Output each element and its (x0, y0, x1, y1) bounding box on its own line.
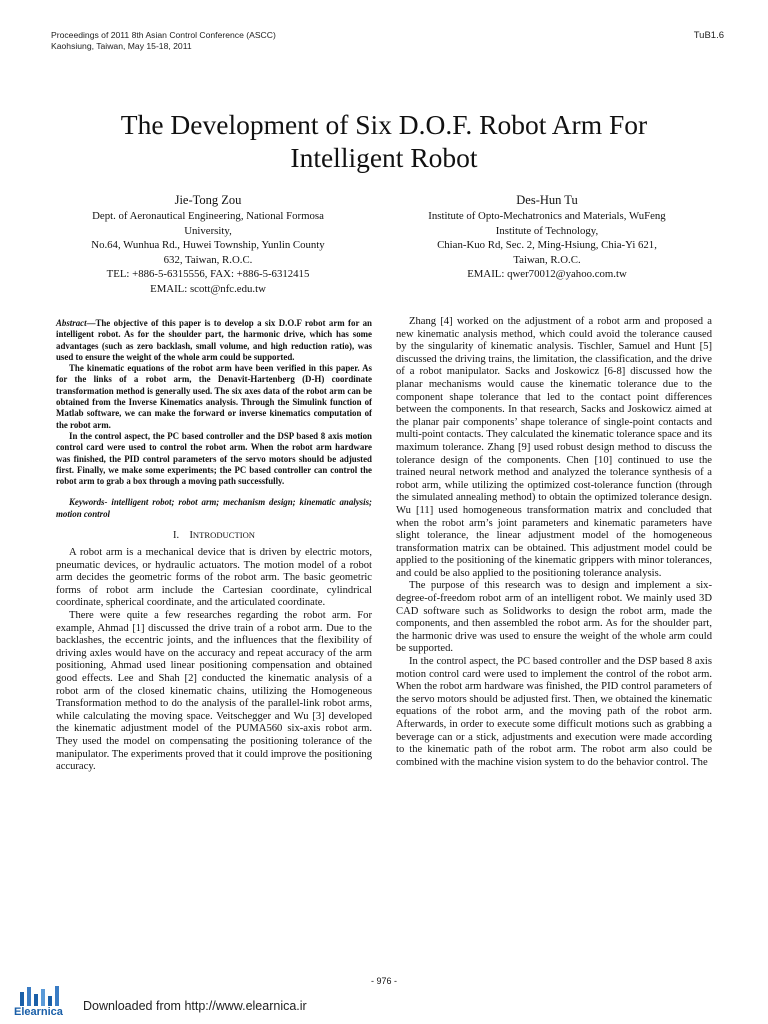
logo-text: Elearnica (14, 1006, 63, 1018)
author-email-line: EMAIL: qwer70012@yahoo.com.tw (467, 268, 627, 281)
author-address-line: Taiwan, R.O.C. (513, 253, 581, 266)
body-paragraph: There were quite a few researches regarding the robot arm. For example, Ahmad [1] discussed the drive train of a robot arm. Due to the backlashes, the eccentric joints, and the influences that the flexibility of driving axles would have on the accuracy and repeat accuracy of the arm positioning, Ahmad used linear positioning compensation and obtained good effects. Lee and Shah [2] conducted the kinematic analysis of a robot arm of the closed kinematic chains, utilizing the Homogeneous Transformation method to do the analysis of the parallel-link robot arms, while calculating the moving space. Veitschegger and Wu [3] developed the kinematic adjustment model of the PUMA560 six-axis robot arm. They used the model on compensating the positioning tolerance of the manipulator. The experiments proved that it could improve the positioning accuracy. (56, 610, 372, 773)
abstract-dash: — (86, 318, 96, 328)
title-line-1: The Development of Six D.O.F. Robot Arm For (120, 109, 648, 140)
author-email-line: EMAIL: scott@nfc.edu.tw (150, 282, 266, 295)
body-paragraph: A robot arm is a mechanical device that is driven by electric motors, pneumatic devices, or hydraulic actuators. The motion model of a robot arm decides the geometric forms of the robot arm. The basic geometric forms of robot arm include the Cartesian coordinate, cylindrical coordinate, spherical coordinate, and the articulated coordinate. (56, 547, 372, 609)
body-paragraph: The purpose of this research was to design and implement a six-degree-of-freedom robot arm of an intelligent robot. We mainly used 3D CAD software such as Solidworks to design the robot arm, made the components, and then assembled the robot arm. As for the shoulder part, the harmonic drive was used to ensure the weight of the whole arm could be supported. (396, 580, 712, 655)
author-name: Des-Hun Tu (516, 193, 578, 207)
author-address-line: 632, Taiwan, R.O.C. (163, 253, 253, 266)
author-address-line: Chian-Kuo Rd, Sec. 2, Ming-Hsiung, Chia-Yi 621, (437, 239, 657, 252)
abstract-paragraph-1 (56, 318, 372, 363)
section-title-initial: I (189, 530, 193, 542)
introduction-body (56, 547, 372, 774)
author-affiliation-line: Dept. of Aeronautical Engineering, National Formosa (92, 210, 324, 222)
elearnica-logo[interactable] (14, 984, 72, 1020)
author-name: Jie-Tong Zou (174, 193, 242, 207)
section-numeral: I. (173, 530, 180, 542)
keywords: Keywords- intelligent robot; robot arm; mechanism design; kinematic analysis; motion control (56, 497, 372, 519)
download-source-link[interactable]: Downloaded from http://www.elearnica.ir (83, 999, 307, 1013)
proceedings-line-1: Proceedings of 2011 8th Asian Control Conference (ASCC) (51, 30, 276, 40)
title-line-2: Intelligent Robot (290, 142, 478, 173)
page-number: - 976 - (370, 976, 397, 986)
author-block-1 (58, 192, 358, 297)
abstract-paragraph-3: In the control aspect, the PC based controller and the DSP based 8 axis motion control card were used to control the robot arm. When the robot arm hardware was finished, the PID control parameters of the servo motors should be adjusted first. Finally, we make some experiments; the PC based controller can control the robot arm to grab a box through a moving path successfully. (56, 430, 372, 487)
author-block-2 (392, 192, 702, 282)
right-column (396, 316, 712, 769)
author-affiliation-line: Institute of Technology, (495, 224, 599, 237)
bar-chart-icon (18, 984, 68, 1006)
abstract-label: Abstract (56, 318, 87, 328)
body-paragraph: Zhang [4] worked on the adjustment of a robot arm and proposed a new kinematic analysis method, which could avoid the tolerance caused by the singularity of kinematic analysis. Tischler, Samuel and Hunt [5] discussed the driving trains, the limitation, the classification, and the drive of a robot manipulator. Sacks and Joskowicz [6-8] discussed how the planar mechanisms would cause the kinematic tolerance due to the component shape tolerance that led to the contact point differences between the components. In that research, Sacks and Joskowicz aimed at the planar pair components’ shape tolerance of single-point contacts and multi-point contacts. They calculated the kinematic tolerance space and its maximum tolerance. Zhang [9] used robust design method to discuss the tolerance design of the components. Chen [10] continued to use the trained neural network method and analyzed the tolerance synthesis of a robot arm, while utilizing the optimized cost-tolerance function (through the simulated annealing method) to obtain the optimized tolerance design. Wu [11] used homogeneous transformation matrix and concluded that when the robot arm’s joint parameters and kinematic parameters have slight tolerance, the linear adjustment model of the homogeneous transformation matrix can be obtained. This adjustment model could be applied to the positioning of the kinematic grippers with minor tolerances, and could be also applied to the positioning tolerance analysis. (396, 316, 712, 579)
section-title-rest: NTRODUCTION (192, 530, 255, 541)
author-address-line: No.64, Wunhua Rd., Huwei Township, Yunlin County (91, 239, 325, 252)
abstract (56, 318, 372, 487)
proceedings-header (51, 30, 276, 52)
paper-title (60, 108, 708, 174)
abstract-paragraph-2: The kinematic equations of the robot arm have been verified in this paper. As for the links of a robot arm, the Denavit-Hartenberg (D-H) coordinate transformation method is generally used. The six axes data of the robot arm can be obtained from the Inverse Kinematics analysis. Through the Simulink function of Matlab software, we can make the forward or inverse kinematics computation of the robot arm. (56, 363, 372, 430)
author-phone-line: TEL: +886-5-6315556, FAX: +886-5-6312415 (106, 268, 310, 281)
author-affiliation-line: Institute of Opto-Mechatronics and Materials, WuFeng (428, 210, 666, 222)
left-column (56, 318, 372, 774)
section-heading-introduction (56, 529, 372, 542)
body-paragraph: In the control aspect, the PC based controller and the DSP based 8 axis motion control card were used to implement the control of the robot arm. When the robot arm hardware was finished, the PID control parameters of the servo motors should be adjusted first. Then, we obtained the kinematic equations of the robot arm, and the moving path of the robot arm. Afterwards, in order to execute some difficult motions such as grabbing a beverage can or a stick, adjustments and execution were made according to the kinematic path of the robot arm. The robot arm also could be combined with the machine vision system to do the behavior control. The (396, 656, 712, 768)
proceedings-line-2: Kaohsiung, Taiwan, May 15-18, 2011 (51, 41, 192, 51)
session-code: TuB1.6 (693, 30, 724, 41)
abstract-text: The objective of this paper is to develop a six D.O.F robot arm for an intelligent robot. As for the shoulder part, the harmonic drive, which has some advantages (such as zero backlash, small volume, and high reduction ratio), was used to ensure the weight of the whole arm could be supported. (56, 318, 372, 362)
author-affiliation-line: University, (184, 224, 232, 237)
